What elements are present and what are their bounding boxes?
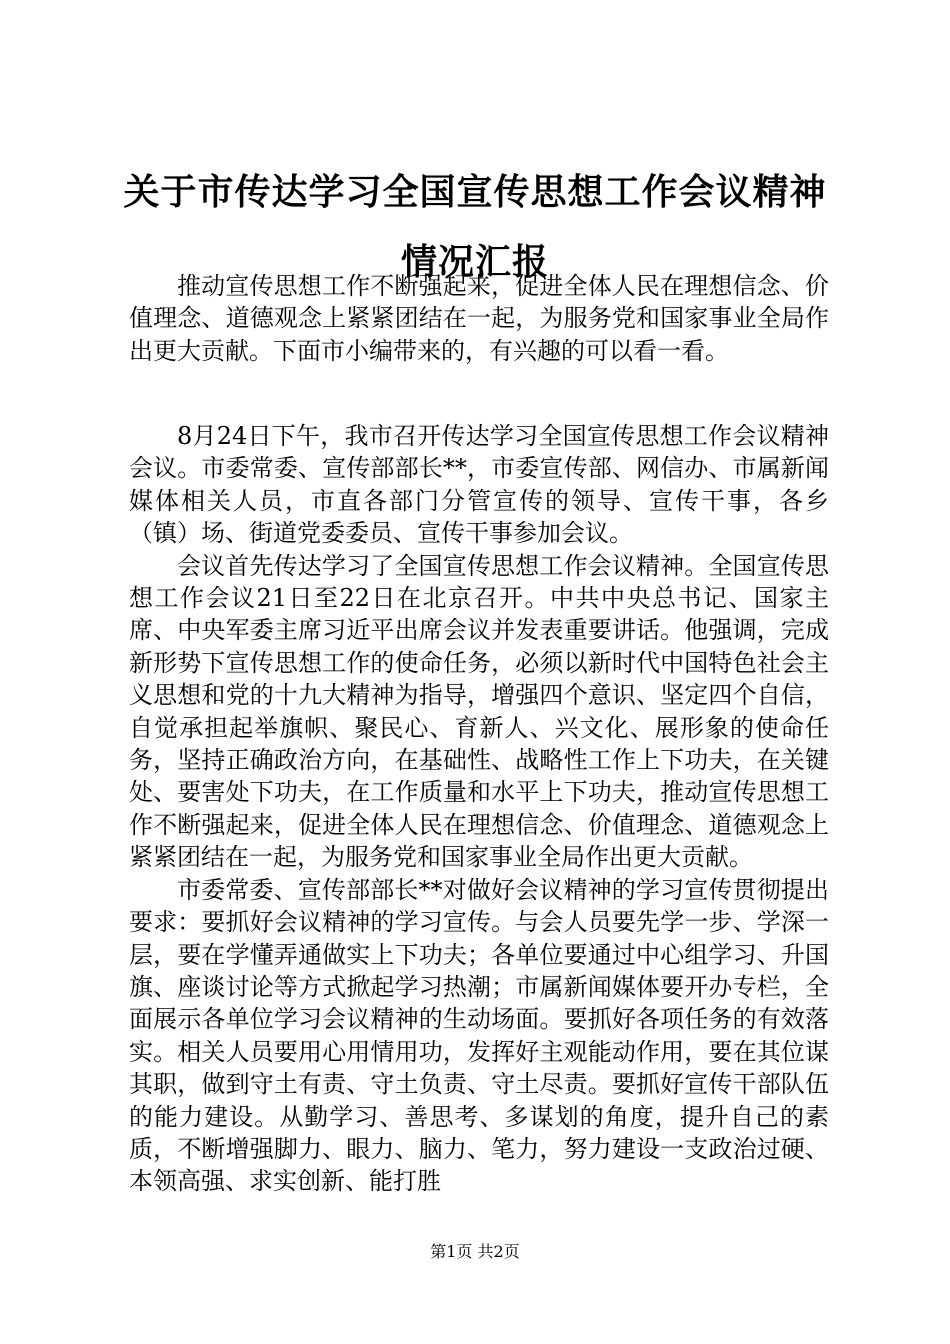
intro-paragraph: 推动宣传思想工作不断强起来，促进全体人民在理想信念、价值理念、道德观念上紧紧团结在一起，为服务党和国家事业全局作出更大贡献。下面市小编带来的，有兴趣的可以看一看。 (129, 272, 829, 365)
body-paragraph-1: 8月24日下午，我市召开传达学习全国宣传思想工作会议精神会议。市委常委、宣传部部长**，市委宣传部、网信办、市属新闻媒体相关人员，市直各部门分管宣传的领导、宣传干事，各乡（镇）场、街道党委委员、宣传干事参加会议。 (129, 422, 829, 548)
body-paragraph-2: 会议首先传达学习了全国宣传思想工作会议精神。全国宣传思想工作会议21日至22日在北京召开。中共中央总书记、国家主席、中央军委主席习近平出席会议并发表重要讲话。他强调，完成新形势下宣传思想工作的使命任务，必须以新时代中国特色社会主义思想和党的十九大精神为指导，增强四个意识、坚定四个自信，自觉承担起举旗帜、聚民心、育新人、兴文化、展形象的使命任务，坚持正确政治方向，在基础性、战略性工作上下功夫，在关键处、要害处下功夫，在工作质量和水平上下功夫，推动宣传思想工作不断强起来，促进全体人民在理想信念、价值理念、道德观念上紧紧团结在一起，为服务党和国家事业全局作出更大贡献。 (129, 551, 829, 872)
page-footer: 第1页 共2页 (430, 1242, 520, 1261)
body-paragraph-3: 市委常委、宣传部部长**对做好会议精神的学习宣传贯彻提出要求：要抓好会议精神的学习宣传。与会人员要先学一步、学深一层，要在学懂弄通做实上下功夫；各单位要通过中心组学习、升国旗、座谈讨论等方式掀起学习热潮；市属新闻媒体要开办专栏，全面展示各单位学习会议精神的生动场面。要抓好各项任务的有效落实。相关人员要用心用情用功，发挥好主观能动作用，要在其位谋其职，做到守土有责、守土负责、守土尽责。要抓好宣传干部队伍的能力建设。从勤学习、善思考、多谋划的角度，提升自己的素质，不断增强脚力、眼力、脑力、笔力，努力建设一支政治过硬、本领高强、求实创新、能打胜 (129, 875, 829, 1196)
intro-section (129, 270, 829, 367)
content-section (129, 420, 829, 1198)
document-title: 关于市传达学习全国宣传思想工作会议精神情况汇报 (123, 172, 827, 283)
